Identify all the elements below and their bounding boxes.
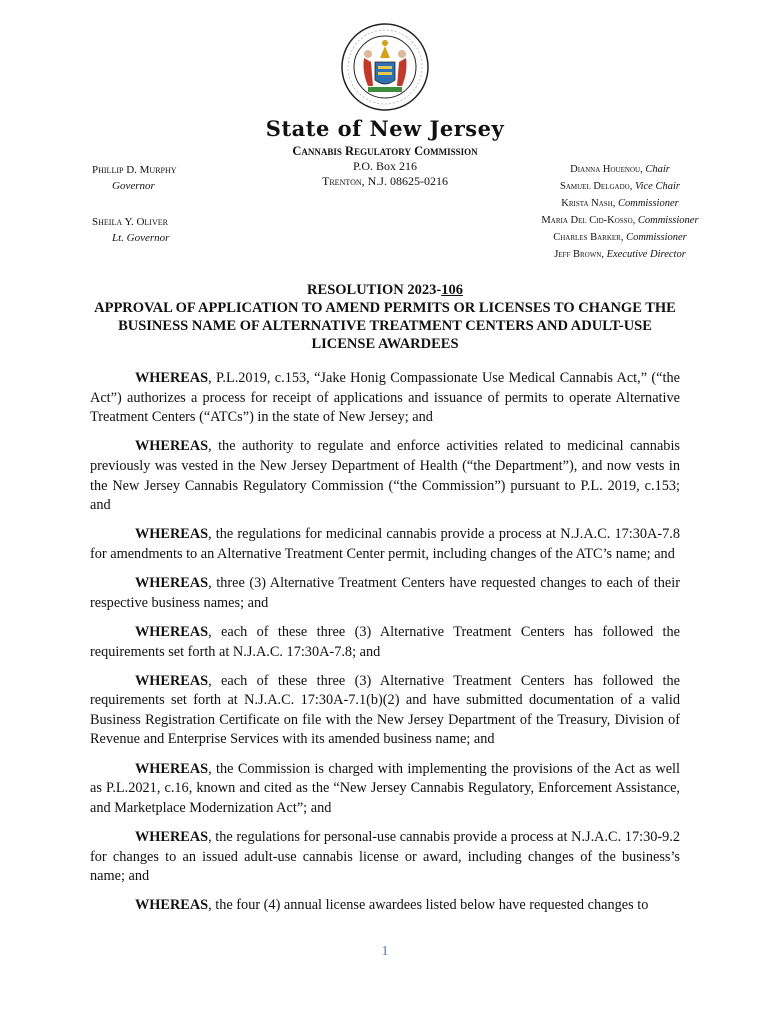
member-line: Charles Barker, Commissioner (553, 232, 687, 243)
whereas-paragraph: WHEREAS, the regulations for medicinal cannabis provide a process at N.J.A.C. 17:30A-7.8 for amendments to an Alternative Treatment Center permit, including changes of the ATC’s name; and (90, 526, 680, 562)
whereas-paragraph: WHEREAS, three (3) Alternative Treatment Centers have requested changes to each of their respective business names; and (90, 575, 680, 611)
whereas-paragraph: WHEREAS, each of these three (3) Alternative Treatment Centers has followed the requirements set forth at N.J.A.C. 17:30A-7.1(b)(2) and have submitted documentation of a valid Business Registration Certificate on file with the New Jersey Department of the Treasury, Division of Revenue and Enterprise Services with its amended business name; and (90, 672, 680, 748)
resolution-heading (90, 281, 680, 353)
resolution-number: RESOLUTION 2023-106 (307, 282, 463, 298)
state-seal (340, 22, 430, 112)
whereas-paragraph: WHEREAS, the authority to regulate and enforce activities related to medicinal cannabis previously was vested in the New Jersey Department of Health (“the Department”), and now vests in the New Jersey Cannabis Regulatory Commission (“the Commission”) pursuant to P.L. 2019, c.153; and (90, 438, 680, 514)
member-line: Krista Nash, Commissioner (561, 198, 679, 209)
resolution-body (90, 369, 680, 926)
agency-address-2: Trenton, N.J. 08625-0216 (322, 174, 448, 188)
lt-governor-role: Lt. Governor (112, 232, 170, 244)
governor-block (92, 162, 262, 246)
page-number: 1 (381, 944, 389, 959)
whereas-paragraph: WHEREAS, the regulations for personal-use cannabis provide a process at N.J.A.C. 17:30-9.2 for changes to an issued adult-use cannabis license or award, including changes of the business’s name; and (90, 829, 680, 885)
member-line: Maria Del Cid-Kosso, Commissioner (541, 215, 699, 226)
whereas-paragraph: WHEREAS, P.L.2019, c.153, “Jake Honig Compassionate Use Medical Cannabis Act,” (“the Act”) authorizes a process for receipt of applications and issuance of permits to operate Alternative Treatment Centers (“ATCs”) in the state of New Jersey; and (90, 370, 680, 426)
lt-governor-name: Sheila Y. Oliver (92, 216, 168, 228)
whereas-paragraph: WHEREAS, each of these three (3) Alternative Treatment Centers has followed the requirements set forth at N.J.A.C. 17:30A-7.8; and (90, 623, 680, 660)
state-title: State of New Jersey (265, 116, 505, 141)
agency-name: Cannabis Regulatory Commission (292, 144, 478, 158)
governor-name: Phillip D. Murphy (92, 164, 177, 176)
agency-block (250, 144, 520, 189)
member-line: Samuel Delgado, Vice Chair (560, 181, 680, 192)
member-line: Dianna Houenou, Chair (570, 164, 670, 175)
member-line: Jeff Brown, Executive Director (554, 249, 686, 260)
agency-address-1: P.O. Box 216 (352, 159, 417, 173)
whereas-paragraph: WHEREAS, the Commission is charged with implementing the provisions of the Act as well as P.L.2021, c.16, known and cited as the “New Jersey Cannabis Regulatory, Enforcement Assistance, and Marketplace Modernization Act”; and (90, 760, 680, 816)
whereas-paragraph: WHEREAS, the four (4) annual license awardees listed below have requested changes to (135, 897, 649, 914)
governor-role: Governor (112, 180, 155, 192)
commission-members (522, 161, 718, 263)
resolution-title: APPROVAL OF APPLICATION TO AMEND PERMITS OR LICENSES TO CHANGE THE BUSINESS NAME OF ALTERNATIVE TREATMENT CENTERS AND ADULT-USE LICENSE AWARDEES (94, 300, 676, 352)
